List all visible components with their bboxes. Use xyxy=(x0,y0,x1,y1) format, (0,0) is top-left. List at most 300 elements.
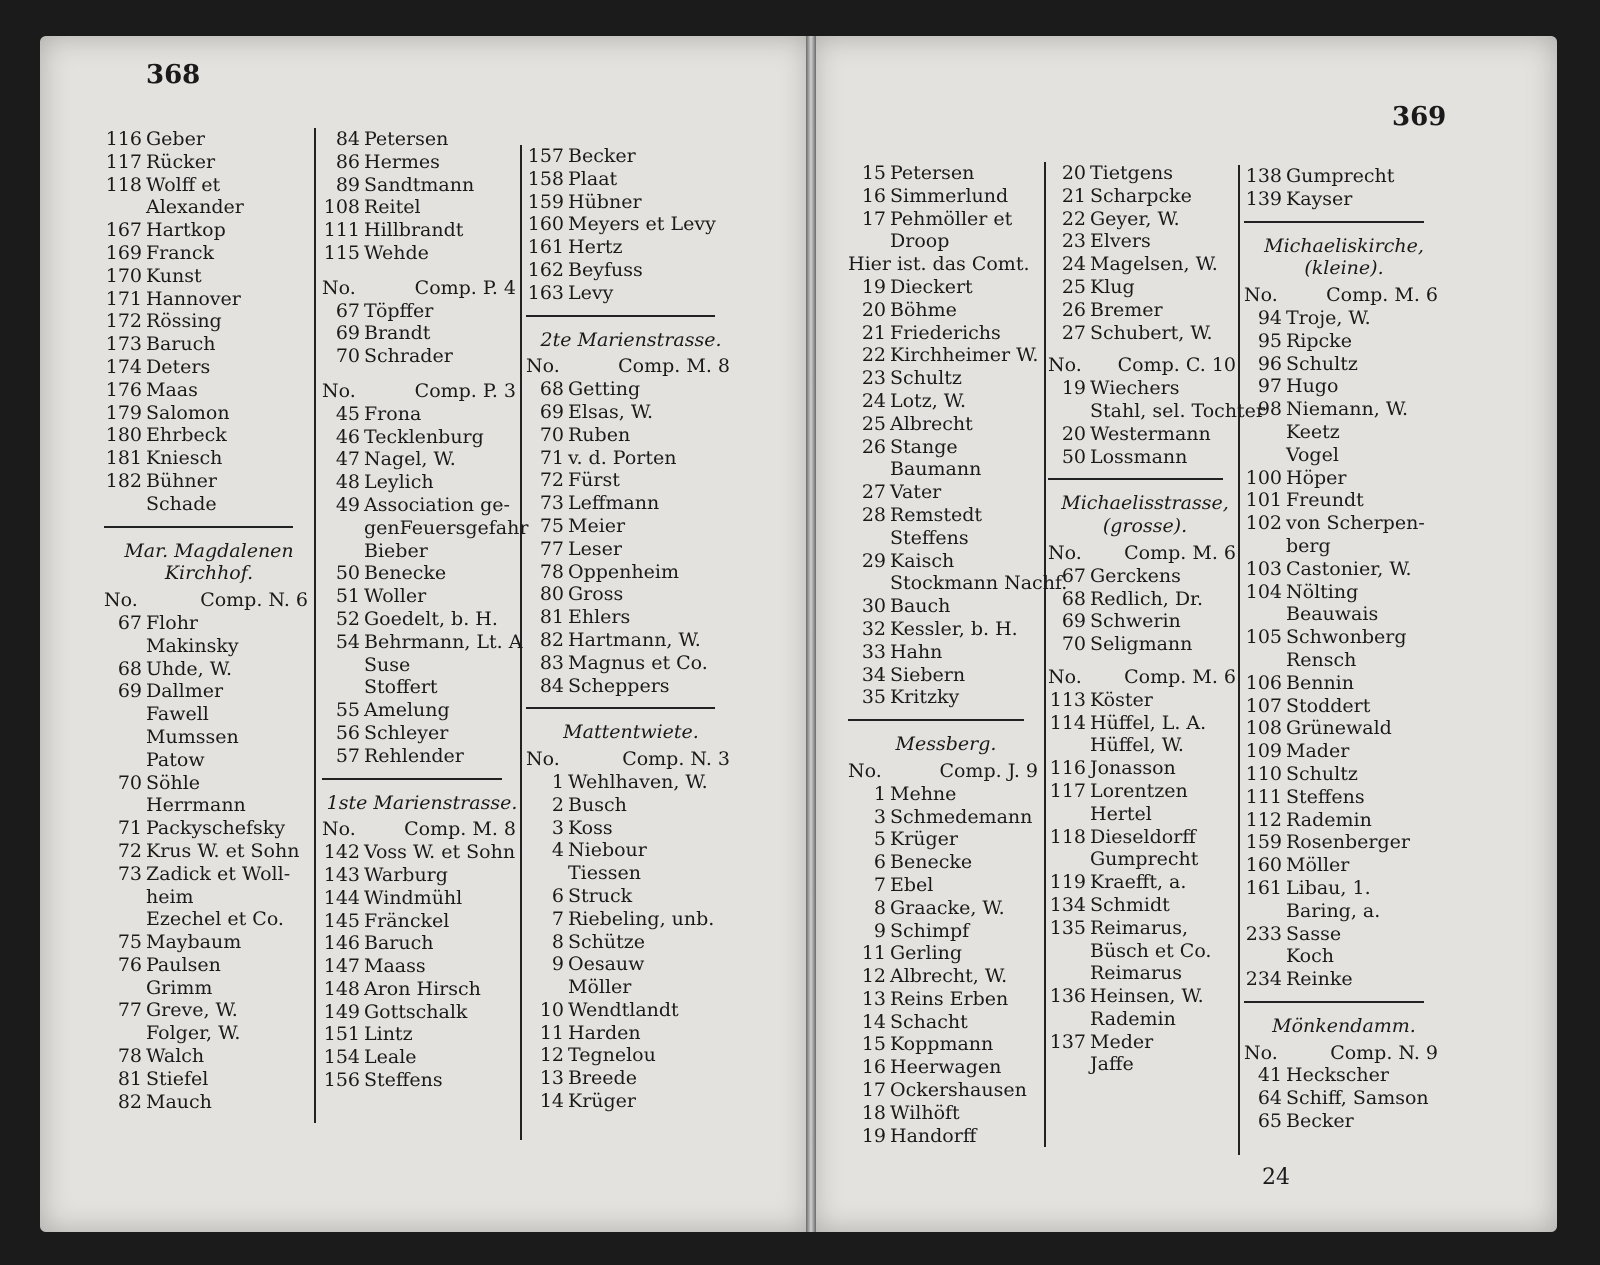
directory-entry xyxy=(1048,917,1242,940)
house-number: 17 xyxy=(861,207,886,230)
directory-entry xyxy=(322,1046,522,1069)
resident-name: Grimm xyxy=(146,976,213,999)
house-number: 30 xyxy=(861,595,886,618)
house-number: 19 xyxy=(861,275,886,298)
house-number: 6 xyxy=(551,884,564,907)
directory-entry xyxy=(1048,962,1242,985)
resident-name: Stoffert xyxy=(364,676,438,699)
resident-name: Maybaum xyxy=(146,931,242,954)
resident-name: Rössing xyxy=(146,310,222,333)
section-heading: 2te Marienstrasse. xyxy=(540,328,722,351)
resident-name: Schultz xyxy=(890,367,962,390)
house-number: 55 xyxy=(335,699,360,722)
house-number: 8 xyxy=(873,896,886,919)
house-number: 174 xyxy=(105,355,142,378)
house-number: 179 xyxy=(105,401,142,424)
house-number: 94 xyxy=(1257,306,1282,329)
resident-name: Beyfuss xyxy=(568,258,643,281)
resident-name: Ezechel et Co. xyxy=(146,908,284,931)
resident-name: Westermann xyxy=(1090,422,1211,445)
house-number: 16 xyxy=(861,184,886,207)
resident-name: Ripcke xyxy=(1286,329,1352,352)
resident-name: Niebour xyxy=(568,839,647,862)
resident-name: Gumprecht xyxy=(1286,165,1395,187)
resident-name: Jonasson xyxy=(1090,757,1176,780)
directory-entry xyxy=(848,276,1044,299)
entry-list xyxy=(1048,565,1242,656)
comp-line: No. Comp. P. 4 xyxy=(322,276,516,299)
house-number: 11 xyxy=(861,942,886,965)
directory-entry xyxy=(1244,717,1444,740)
house-number: 73 xyxy=(539,492,564,515)
directory-entry xyxy=(322,471,522,494)
house-number: 19 xyxy=(1061,377,1086,400)
house-number: 103 xyxy=(1245,557,1282,580)
resident-name: Kritzky xyxy=(890,686,960,709)
resident-name: Gerckens xyxy=(1090,564,1181,587)
directory-entry xyxy=(1244,1110,1444,1133)
resident-name: Busch xyxy=(568,793,627,816)
directory-entry xyxy=(1244,188,1444,211)
resident-name: Remstedt xyxy=(890,503,982,526)
house-number: 139 xyxy=(1245,187,1282,210)
directory-entry xyxy=(848,988,1044,1011)
directory-entry xyxy=(1244,444,1444,467)
resident-name: Stiefel xyxy=(146,1067,209,1090)
directory-entry xyxy=(848,1079,1044,1102)
directory-entry xyxy=(848,1011,1044,1034)
directory-entry xyxy=(526,908,736,931)
directory-entry xyxy=(1048,610,1242,633)
house-number: 65 xyxy=(1257,1110,1282,1133)
directory-entry xyxy=(526,675,736,698)
house-number: 110 xyxy=(1245,762,1282,785)
resident-name: Droop xyxy=(890,230,950,253)
resident-name: Zadick et Woll- xyxy=(146,862,291,885)
directory-entry xyxy=(322,722,522,745)
directory-entry xyxy=(322,676,522,699)
entry-list xyxy=(848,783,1044,1148)
resident-name: Packyschefsky xyxy=(146,817,286,840)
directory-entry xyxy=(1048,423,1242,446)
resident-name: Baumann xyxy=(890,458,982,481)
directory-entry xyxy=(848,458,1044,481)
house-number: 159 xyxy=(527,190,564,213)
resident-name: Schubert, W. xyxy=(1090,321,1213,344)
directory-entry xyxy=(104,288,314,311)
resident-name: Flohr xyxy=(146,611,199,634)
resident-name: Getting xyxy=(568,378,641,401)
directory-entry xyxy=(526,424,736,447)
resident-name: Lintz xyxy=(364,1023,413,1046)
house-number: 15 xyxy=(861,162,886,184)
house-number: 13 xyxy=(861,987,886,1010)
directory-entry xyxy=(848,208,1044,231)
comp-line: No. Comp. N. 6 xyxy=(104,589,308,612)
directory-entry xyxy=(526,771,736,794)
directory-entry xyxy=(322,516,529,540)
resident-name: Leale xyxy=(364,1046,417,1069)
directory-entry xyxy=(104,242,314,265)
house-number: 57 xyxy=(335,744,360,767)
resident-name: Riebeling, unb. xyxy=(568,907,715,930)
resident-name: Nagel, W. xyxy=(364,448,456,471)
resident-name: Windmühl xyxy=(364,886,463,909)
comp-line: No. Comp. M. 8 xyxy=(322,818,516,841)
house-number: 11 xyxy=(539,1021,564,1044)
resident-name: Hertz xyxy=(568,236,623,259)
directory-entry xyxy=(848,1056,1044,1079)
resident-name: heim xyxy=(146,885,194,908)
directory-entry xyxy=(322,151,522,174)
directory-entry xyxy=(1244,923,1444,946)
directory-entry xyxy=(1048,940,1242,963)
directory-entry xyxy=(322,699,522,722)
house-number: 233 xyxy=(1245,922,1282,945)
directory-entry xyxy=(1244,307,1444,330)
house-number: 118 xyxy=(1049,825,1086,848)
resident-name: Harden xyxy=(568,1021,641,1044)
house-number: 45 xyxy=(335,402,360,425)
entry-list xyxy=(1244,165,1444,211)
directory-entry xyxy=(848,618,1044,641)
resident-name: Ehrbeck xyxy=(146,424,227,447)
resident-name: Brandt xyxy=(364,322,431,345)
directory-entry xyxy=(526,839,736,862)
house-number: 20 xyxy=(1061,162,1086,184)
resident-name: Franck xyxy=(146,241,214,264)
directory-entry xyxy=(1244,649,1444,672)
directory-entry xyxy=(322,494,522,517)
house-number: 56 xyxy=(335,721,360,744)
directory-entry xyxy=(526,145,736,168)
house-number: 100 xyxy=(1245,466,1282,489)
directory-entry xyxy=(104,493,314,516)
resident-name: Uhde, W. xyxy=(146,657,232,680)
resident-name: Bauch xyxy=(890,595,951,618)
resident-name: Reimarus xyxy=(1090,962,1183,985)
house-number: 72 xyxy=(117,839,142,862)
directory-entry xyxy=(1048,848,1242,871)
resident-name: Vater xyxy=(890,481,942,504)
house-number: 13 xyxy=(539,1067,564,1090)
page-number-left: 368 xyxy=(146,60,201,90)
resident-name: Vogel xyxy=(1286,443,1339,466)
section-heading: Mattentwiete. xyxy=(563,721,699,744)
resident-name: Magelsen, W. xyxy=(1090,253,1218,276)
resident-name: Breede xyxy=(568,1067,637,1090)
entry-list xyxy=(1244,1064,1444,1132)
directory-entry xyxy=(848,344,1044,367)
resident-name: Stange xyxy=(890,435,958,458)
house-number: 98 xyxy=(1257,398,1282,421)
directory-entry xyxy=(848,436,1044,459)
resident-name: Seligmann xyxy=(1090,633,1193,656)
house-number: 22 xyxy=(1061,207,1086,230)
house-number: 86 xyxy=(335,150,360,173)
house-number: 137 xyxy=(1049,1030,1086,1053)
resident-name: Albrecht xyxy=(890,412,973,435)
directory-entry xyxy=(1048,826,1242,849)
section-rule xyxy=(526,315,715,317)
resident-name: Sasse xyxy=(1286,922,1342,945)
directory-entry xyxy=(322,128,522,151)
section-heading: Messberg. xyxy=(895,733,997,756)
house-number: 96 xyxy=(1257,352,1282,375)
house-number: 6 xyxy=(873,851,886,874)
resident-name: Heinsen, W. xyxy=(1090,985,1204,1008)
entry-list xyxy=(1048,377,1265,468)
resident-name: Struck xyxy=(568,884,633,907)
resident-name: Meder xyxy=(1090,1030,1154,1053)
resident-name: Mumssen xyxy=(146,725,239,748)
column-rule xyxy=(314,128,316,1123)
house-number: 1 xyxy=(873,782,886,805)
directory-entry xyxy=(104,333,314,356)
directory-entry xyxy=(848,253,1044,276)
house-number: 171 xyxy=(105,287,142,310)
resident-name: Steffens xyxy=(1286,785,1365,808)
house-number: 114 xyxy=(1049,711,1086,734)
resident-name: Leser xyxy=(568,537,622,560)
directory-entry xyxy=(848,550,1044,573)
directory-entry xyxy=(1048,633,1242,656)
resident-name: Rehlender xyxy=(364,744,464,767)
entry-list xyxy=(104,612,314,1114)
directory-entry xyxy=(322,585,522,608)
resident-name: Libau, 1. xyxy=(1286,876,1371,899)
resident-name: Schleyer xyxy=(364,721,449,744)
house-number: 68 xyxy=(117,657,142,680)
resident-name: Reitel xyxy=(364,196,421,219)
resident-name: Möller xyxy=(568,976,632,999)
resident-name: Mehne xyxy=(890,782,957,805)
resident-name: Alexander xyxy=(146,196,244,219)
resident-name: Fürst xyxy=(568,469,620,492)
resident-name: Möller xyxy=(1286,854,1350,877)
house-number: 50 xyxy=(1061,445,1086,468)
house-number: 14 xyxy=(539,1090,564,1113)
house-number: 73 xyxy=(117,862,142,885)
section-rule xyxy=(322,778,502,780)
directory-entry xyxy=(526,447,736,470)
comp-line: No. Comp. N. 3 xyxy=(526,748,730,771)
resident-name: Elvers xyxy=(1090,230,1151,253)
house-number: 111 xyxy=(323,219,360,242)
resident-name: Redlich, Dr. xyxy=(1090,587,1204,610)
directory-entry xyxy=(1048,1053,1242,1076)
house-number: 80 xyxy=(539,583,564,606)
directory-entry xyxy=(848,783,1044,806)
resident-name: Tecklenburg xyxy=(364,425,484,448)
house-number: 81 xyxy=(117,1067,142,1090)
house-number: 9 xyxy=(873,919,886,942)
house-number: 111 xyxy=(1245,785,1282,808)
house-number: 95 xyxy=(1257,329,1282,352)
resident-name: Petersen xyxy=(364,128,449,150)
resident-name: Friederichs xyxy=(890,321,1001,344)
resident-name: Nölting xyxy=(1286,580,1359,603)
directory-entry xyxy=(526,976,736,999)
house-number: 72 xyxy=(539,469,564,492)
directory-entry xyxy=(1244,1064,1444,1087)
resident-name: Beauwais xyxy=(1286,603,1379,626)
house-number: 113 xyxy=(1049,688,1086,711)
house-number: 147 xyxy=(323,955,360,978)
house-number: 50 xyxy=(335,562,360,585)
directory-entry xyxy=(848,874,1044,897)
directory-entry xyxy=(526,1067,736,1090)
directory-entry xyxy=(848,1125,1044,1148)
directory-entry xyxy=(848,806,1044,829)
resident-name: Wilhöft xyxy=(890,1101,960,1124)
directory-entry xyxy=(526,515,736,538)
directory-entry xyxy=(848,390,1044,413)
resident-name: Handorff xyxy=(890,1124,977,1147)
directory-entry xyxy=(1048,446,1242,469)
directory-entry xyxy=(104,886,314,909)
entry-list xyxy=(1048,162,1242,344)
house-number: 75 xyxy=(117,931,142,954)
resident-name: Rosenberger xyxy=(1286,831,1410,854)
resident-name: Baruch xyxy=(146,333,216,356)
directory-entry xyxy=(104,470,314,493)
house-number: 20 xyxy=(1061,422,1086,445)
resident-name: Albrecht, W. xyxy=(890,965,1008,988)
resident-name: Reinke xyxy=(1286,968,1353,991)
directory-entry xyxy=(1048,1008,1242,1031)
resident-name: Fränckel xyxy=(364,909,450,932)
directory-entry xyxy=(104,977,314,1000)
page-number-right: 369 xyxy=(1392,102,1447,132)
directory-entry xyxy=(322,955,522,978)
directory-entry xyxy=(322,1069,522,1092)
resident-name: Hermes xyxy=(364,150,440,173)
directory-entry xyxy=(104,402,314,425)
house-number: 25 xyxy=(861,412,886,435)
resident-name: Reins Erben xyxy=(890,987,1009,1010)
resident-name: Klug xyxy=(1090,275,1135,298)
directory-entry xyxy=(322,426,522,449)
house-number: 160 xyxy=(1245,854,1282,877)
resident-name: Baruch xyxy=(364,932,434,955)
resident-name: Voss W. et Sohn xyxy=(364,841,516,864)
directory-entry xyxy=(526,282,736,305)
house-number: 105 xyxy=(1245,626,1282,649)
right-col-3 xyxy=(1244,165,1444,1133)
directory-entry xyxy=(1048,162,1242,185)
directory-entry xyxy=(322,562,522,585)
directory-entry xyxy=(848,367,1044,390)
entry-list xyxy=(322,841,522,1092)
section-rule xyxy=(1244,221,1424,223)
resident-name: Siebern xyxy=(890,663,966,686)
resident-name: Schwerin xyxy=(1090,610,1181,633)
resident-name: Rensch xyxy=(1286,648,1357,671)
directory-entry xyxy=(104,265,314,288)
directory-entry xyxy=(322,887,522,910)
resident-name: Schmedemann xyxy=(890,805,1033,828)
directory-entry xyxy=(322,540,522,563)
resident-name: Hübner xyxy=(568,190,642,213)
house-number: 33 xyxy=(861,640,886,663)
directory-entry xyxy=(1244,330,1444,353)
entry-list xyxy=(322,402,529,768)
resident-name: Aron Hirsch xyxy=(364,977,481,1000)
section-heading: Michaeliskirche, (kleine). xyxy=(1264,234,1424,280)
comp-line: No. Comp. M. 6 xyxy=(1048,541,1236,564)
resident-name: Pehmöller et xyxy=(890,207,1013,230)
resident-name: Tiessen xyxy=(568,862,641,885)
resident-name: Leffmann xyxy=(568,492,660,515)
house-number: 17 xyxy=(861,1079,886,1102)
house-number: 34 xyxy=(861,663,886,686)
house-number: 112 xyxy=(1245,808,1282,831)
resident-name: Lorentzen xyxy=(1090,779,1188,802)
house-number: 25 xyxy=(1061,275,1086,298)
directory-entry xyxy=(104,310,314,333)
house-number: 116 xyxy=(105,128,142,150)
column-rule xyxy=(1044,162,1046,1147)
house-number: 69 xyxy=(335,322,360,345)
directory-entry xyxy=(1244,786,1444,809)
directory-entry xyxy=(104,703,314,726)
resident-name: Koss xyxy=(568,816,613,839)
house-number: 116 xyxy=(1049,757,1086,780)
house-number: 26 xyxy=(861,435,886,458)
directory-entry xyxy=(1244,421,1444,444)
directory-entry xyxy=(1244,968,1444,991)
directory-entry xyxy=(848,664,1044,687)
house-number: 4 xyxy=(551,839,564,862)
resident-name: Kirchheimer W. xyxy=(890,344,1039,367)
house-number: 159 xyxy=(1245,831,1282,854)
directory-entry xyxy=(526,999,736,1022)
house-number: 18 xyxy=(861,1101,886,1124)
resident-name: Ehlers xyxy=(568,606,631,629)
directory-entry xyxy=(526,885,736,908)
directory-entry xyxy=(1244,877,1444,900)
directory-entry xyxy=(322,219,522,242)
directory-entry xyxy=(104,424,314,447)
directory-entry xyxy=(526,378,736,401)
house-number: 84 xyxy=(335,128,360,150)
resident-name: Reimarus, xyxy=(1090,916,1189,939)
directory-entry xyxy=(104,1022,314,1045)
comp-line: No. Comp. M. 6 xyxy=(1244,284,1438,307)
directory-entry xyxy=(526,652,736,675)
house-number: 163 xyxy=(527,281,564,304)
directory-entry xyxy=(1048,780,1242,803)
directory-entry xyxy=(104,447,314,470)
directory-entry xyxy=(526,401,736,424)
entry-list xyxy=(526,771,736,1113)
resident-name: Meier xyxy=(568,514,626,537)
directory-entry xyxy=(1048,712,1242,735)
resident-name: Kraefft, a. xyxy=(1090,871,1187,894)
directory-entry xyxy=(104,1091,314,1114)
directory-entry xyxy=(526,168,736,191)
house-number: 12 xyxy=(861,965,886,988)
resident-name: Hertel xyxy=(1090,802,1152,825)
resident-name: Böhme xyxy=(890,298,957,321)
resident-name: Scharpcke xyxy=(1090,184,1192,207)
resident-name: Schwonberg xyxy=(1286,626,1407,649)
house-number: 2 xyxy=(551,793,564,816)
directory-entry xyxy=(1244,945,1444,968)
house-number: 75 xyxy=(539,514,564,537)
house-number: 119 xyxy=(1049,871,1086,894)
